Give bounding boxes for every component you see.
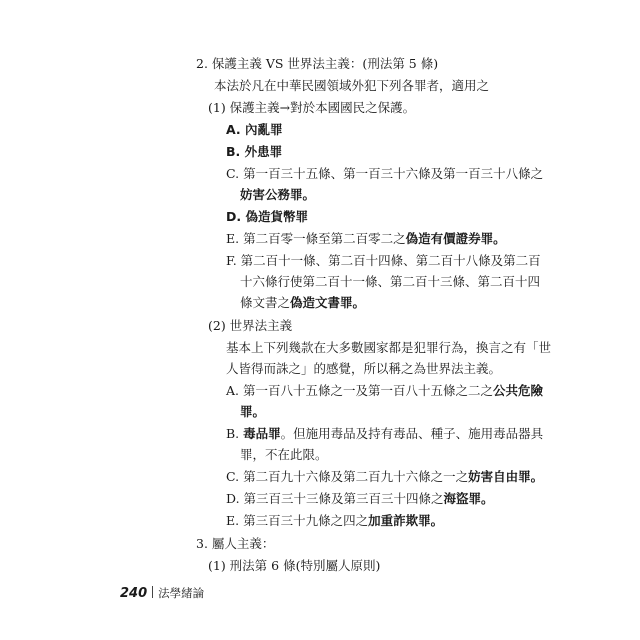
book-title: 法學緒論 (158, 586, 205, 600)
paragraph-line: 基本上下列幾款在大多數國家都是犯罪行為，換言之有「世 (226, 340, 552, 355)
list-item-d: D. 第三百三十三條及第三百三十四條之海盜罪。 (226, 491, 494, 506)
crime-name: 偽造文書罪。 (290, 295, 366, 310)
list-item-a-cont: 罪。 (240, 404, 266, 419)
list-item-f-cont: 十六條行使第二百十一條、第二百十三條、第二百十四 (240, 274, 541, 289)
crime-name: 海盜罪。 (443, 491, 494, 506)
crime-name: 偽造有價證券罪。 (405, 231, 506, 246)
list-item-b: B. 毒品罪。但施用毒品及持有毒品、種子、施用毒品器具 (226, 426, 544, 441)
subheading-article-6: (1) 刑法第 6 條(特別屬人原則) (208, 558, 381, 573)
list-item-e: E. 第二百零一條至第二百零二之偽造有價證券罪。 (226, 231, 506, 246)
list-item-a: A. 內亂罪 (226, 122, 283, 137)
list-item-b-cont: 罪，不在此限。 (240, 447, 328, 462)
crime-name: 毒品罪 (243, 426, 281, 441)
crime-name: 妨害自由罪。 (468, 469, 544, 484)
list-item-c: C. 第一百三十五條、第一百三十六條及第一百三十八條之 (226, 166, 544, 181)
list-item-e: E. 第三百三十九條之四之加重詐欺罪。 (226, 513, 444, 528)
page-number: 240 (120, 586, 148, 601)
list-item-c-cont: 妨害公務罪。 (240, 187, 316, 202)
paragraph-line: 本法於凡在中華民國領域外犯下列各罪者，適用之 (214, 78, 490, 93)
subheading-universal: (2) 世界法主義 (208, 318, 293, 333)
heading-protection-vs-universal: 2. 保護主義 VS 世界法主義：(刑法第 5 條) (196, 56, 439, 71)
heading-nationality: 3. 屬人主義： (196, 536, 275, 551)
paragraph-line: 人皆得而誅之」的感覺，所以稱之為世界法主義。 (226, 361, 502, 376)
list-item-c: C. 第二百九十六條及第二百九十六條之一之妨害自由罪。 (226, 469, 544, 484)
list-item-f-cont: 條文書之偽造文書罪。 (240, 295, 366, 310)
page-footer (120, 585, 204, 601)
list-item-b: B. 外患罪 (226, 144, 283, 159)
crime-name: 加重詐欺罪。 (368, 513, 444, 528)
footer-divider (152, 586, 153, 598)
subheading-protection: (1) 保護主義→對於本國國民之保護。 (208, 100, 416, 115)
list-item-a: A. 第一百八十五條之一及第一百八十五條之二之公共危險 (226, 383, 543, 398)
list-item-f: F. 第二百十一條、第二百十四條、第二百十八條及第二百 (226, 253, 541, 268)
list-item-d: D. 偽造貨幣罪 (226, 209, 308, 224)
crime-name: 公共危險 (492, 383, 543, 398)
